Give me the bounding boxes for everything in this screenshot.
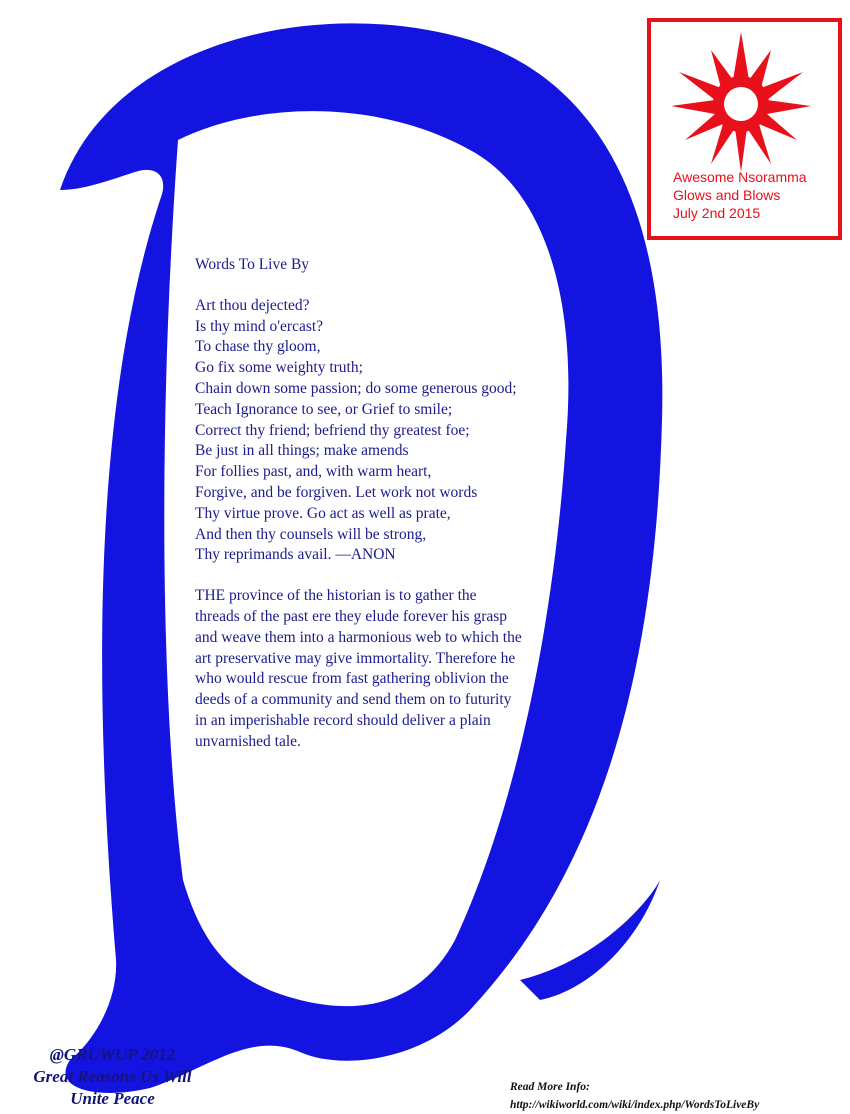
poem-line: Chain down some passion; do some generous good; <box>195 379 517 397</box>
sun-icon <box>671 32 811 172</box>
passage-line: threads of the past ere they elude forever his grasp <box>195 607 508 625</box>
passage-line: who would rescue from fast gathering oblivion the <box>195 670 509 688</box>
poem-line: To chase thy gloom, <box>195 338 321 356</box>
paragraph-gap <box>195 566 635 586</box>
poem-line: Correct thy friend; befriend thy greatest foe; <box>195 421 470 439</box>
poem-line: Art thou dejected? <box>195 296 310 314</box>
read-more-url[interactable]: http://wikiworld.com/wiki/index.php/WordsToLiveBy <box>510 1099 760 1111</box>
credit-line: @GRUWUP 2012 <box>49 1045 176 1064</box>
nsoramma-badge <box>647 18 842 240</box>
passage-line: deeds of a community and send them on to futurity <box>195 691 512 709</box>
passage-line: unvarnished tale. <box>195 732 301 750</box>
poem-line: Thy virtue prove. Go act as well as prate, <box>195 504 451 522</box>
poem-line: Thy reprimands avail. —ANON <box>195 546 396 564</box>
poem-line: Be just in all things; make amends <box>195 442 409 460</box>
poem-line: And then thy counsels will be strong, <box>195 525 427 543</box>
passage-line: in an imperishable record should deliver a plain <box>195 711 491 729</box>
poem-line: Teach Ignorance to see, or Grief to smile; <box>195 400 453 418</box>
badge-caption <box>673 168 807 222</box>
poem-line: Go fix some weighty truth; <box>195 359 363 377</box>
poem-line: Forgive, and be forgiven. Let work not words <box>195 483 478 501</box>
passage-line: and weave them into a harmonious web to which the <box>195 628 522 646</box>
poem-line: For follies past, and, with warm heart, <box>195 463 432 481</box>
credit-block <box>0 1044 225 1110</box>
poem-line: Is thy mind o'ercast? <box>195 317 324 335</box>
poem-block <box>195 255 635 753</box>
badge-line: Awesome Nsoramma <box>673 169 807 185</box>
badge-line: Glows and Blows <box>673 187 781 203</box>
credit-line: Great Reasons Us Will <box>33 1067 192 1086</box>
sun-core <box>724 87 758 121</box>
passage-line: THE province of the historian is to gather the <box>195 587 477 605</box>
credit-line: Unite Peace <box>70 1089 155 1108</box>
passage-line: art preservative may give immortality. Therefore he <box>195 649 516 667</box>
poem-title: Words To Live By <box>195 256 310 273</box>
read-more-block <box>510 1078 759 1114</box>
read-more-label: Read More Info: <box>510 1081 590 1093</box>
badge-line: July 2nd 2015 <box>673 205 761 221</box>
